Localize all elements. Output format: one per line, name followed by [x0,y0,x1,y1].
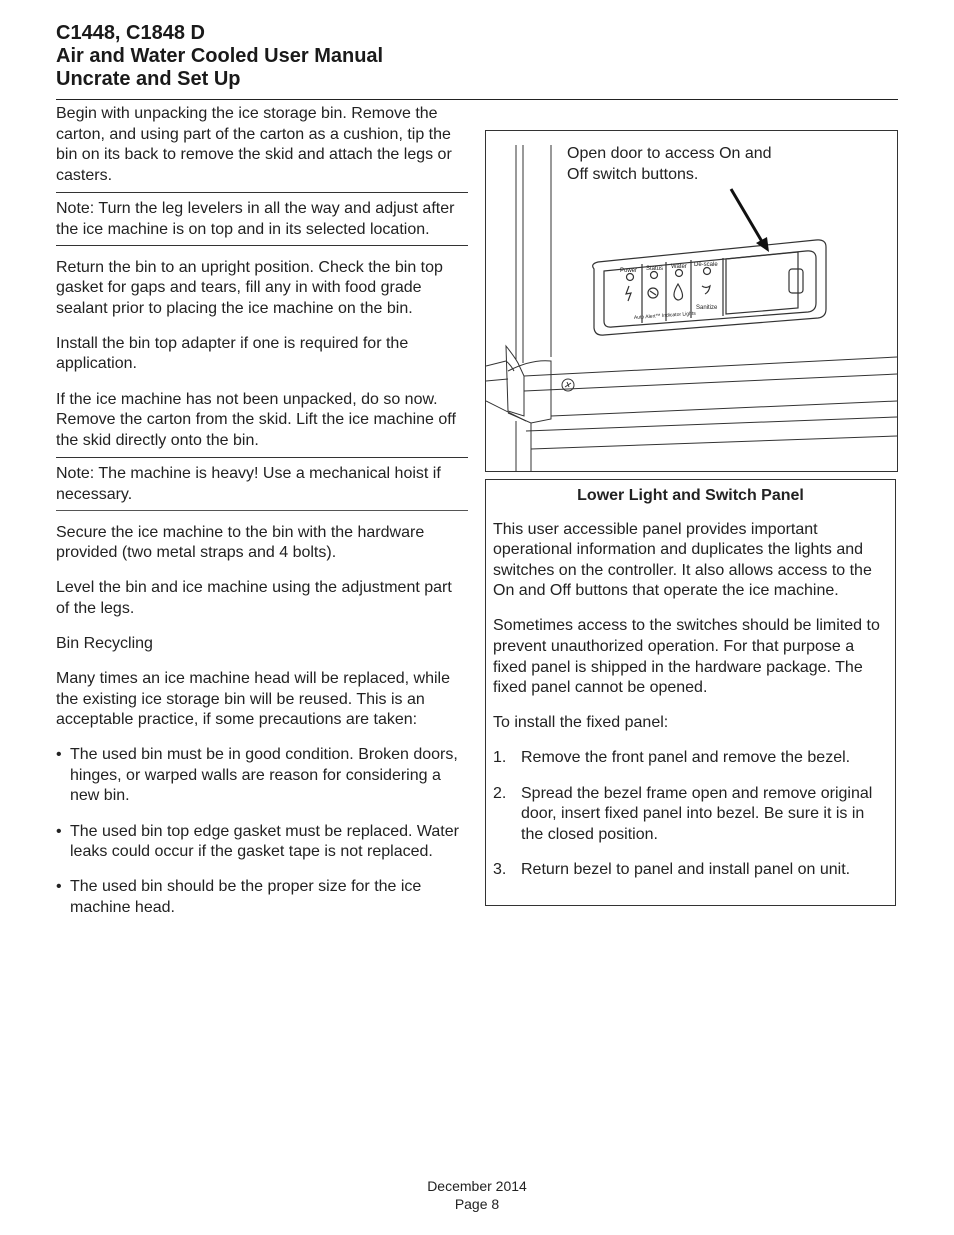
bullet-icon: • [56,822,62,840]
list-item: 1. Remove the front panel and remove the bezel. [493,749,851,767]
manual-title: Air and Water Cooled User Manual [56,45,384,67]
auto-alert-label: Auto Alert™ Indicator Lights [633,310,696,321]
note-text: Note: Turn the leg levelers in all the way and adjust after the ice machine is on top and in its selected location. [56,200,455,238]
adapter-paragraph: Install the bin top adapter if one is required for the application. [56,334,409,373]
arrow-icon [756,237,769,252]
unpack-bin-paragraph: Begin with unpacking the ice storage bin. Remove the carton, and using part of the carton as a cushion, tip the bin on its back to remove the skid and attach the legs or casters. [56,105,452,184]
panel-description: This user accessible panel provides important operational information and duplicates the lights and switches on the controller. It also allows access to the On and Off buttons that operate the ice machine. [493,520,872,600]
recycling-paragraph: Many times an ice machine head will be replaced, while the existing ice storage bin will be reused. This is an acceptable practice, if some precautions are taken: [56,669,450,729]
descale-label: De-scale [694,262,718,268]
list-item: 3. Return bezel to panel and install panel on unit. [493,860,851,878]
model-title: C1448, C1848 D [56,22,205,44]
list-item: • The used bin should be the proper size for the ice machine head. [56,878,422,916]
bullet-icon: • [56,878,62,896]
control-panel [593,240,826,335]
access-limit-paragraph: Sometimes access to the switches should be limited to prevent unauthorized operation. For that purpose a fixed panel is shipped in the hardware package. The fixed panel cannot be opened. [493,617,880,697]
callout-text: Open door to access On and Off switch buttons. [567,145,772,183]
section-title: Uncrate and Set Up [56,68,241,90]
precautions-list [56,745,468,918]
note-text: Note: The machine is heavy! Use a mechanical hoist if necessary. [56,465,441,503]
heavy-machine-note [56,457,468,510]
bullet-icon: • [56,746,62,764]
panel-title: Lower Light and Switch Panel [577,487,804,504]
install-intro: To install the fixed panel: [493,714,669,732]
page-footer [0,1177,954,1213]
install-steps [493,748,888,880]
switch-panel-box [485,479,896,906]
gasket-paragraph: Return the bin to an upright position. Check the bin top gasket for gaps and tears, fill any in with food grade sealant prior to placing the ice machine on the bin. [56,258,443,317]
secure-paragraph: Secure the ice machine to the bin with the hardware provided (two metal straps and 4 bolts). [56,523,425,562]
page-number: Page 8 [454,1196,500,1212]
status-label: Status [646,266,664,272]
header-divider [56,99,898,100]
power-label: Power [620,268,638,274]
water-label: Water [671,264,687,270]
footer-date: December 2014 [427,1178,527,1194]
page-header [56,22,898,91]
level-paragraph: Level the bin and ice machine using the adjustment part of the legs. [56,579,452,617]
list-item: • The used bin must be in good condition. Broken doors, hinges, or warped walls are reason for considering a new bin. [56,746,458,805]
bin-recycling-heading: Bin Recycling [56,634,153,652]
sanitize-label: Sanitize [696,305,718,311]
left-column [56,104,468,933]
switch-panel-illustration [485,130,898,472]
list-item: 2. Spread the bezel frame open and remove original door, insert fixed panel into bezel. Be sure it is in the closed position. [493,784,873,843]
leg-leveler-note [56,192,468,245]
list-item: • The used bin top edge gasket must be replaced. Water leaks could occur if the gasket tape is not replaced. [56,822,459,861]
unpack-machine-paragraph: If the ice machine has not been unpacked, do so now. Remove the carton from the skid. Lift the ice machine off the skid directly onto the bin. [56,390,456,449]
